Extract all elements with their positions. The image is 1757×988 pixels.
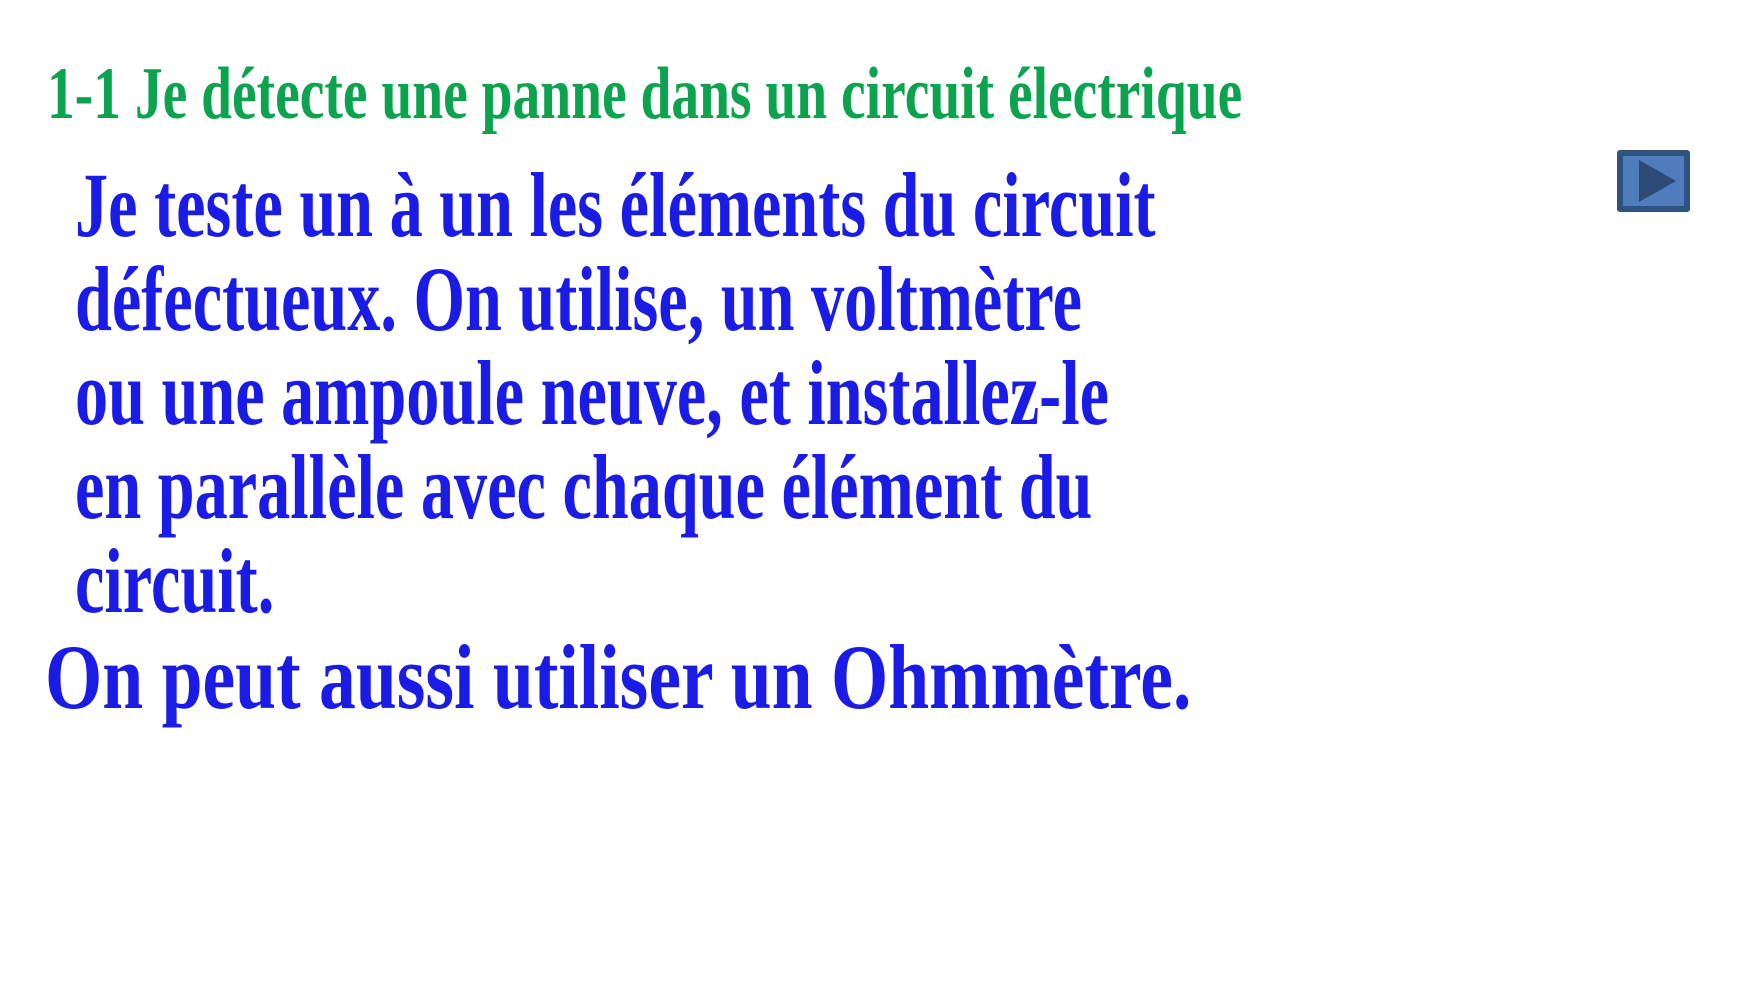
body-line: ou une ampoule neuve, et installez-le: [75, 342, 1110, 444]
body-line: circuit.: [75, 530, 275, 632]
play-arrow-icon: [1639, 160, 1676, 202]
body-line: défectueux. On utilise, un voltmètre: [75, 248, 1082, 350]
body-paragraph: [75, 154, 1156, 632]
slide-title: 1-1 Je détecte une panne dans un circuit électrique: [47, 53, 1243, 135]
next-slide-button[interactable]: [1617, 150, 1690, 212]
footer-line: On peut aussi utiliser un Ohmmètre.: [45, 626, 1192, 728]
body-line: en parallèle avec chaque élément du: [75, 436, 1093, 538]
body-line: Je teste un à un les éléments du circuit: [75, 154, 1156, 256]
